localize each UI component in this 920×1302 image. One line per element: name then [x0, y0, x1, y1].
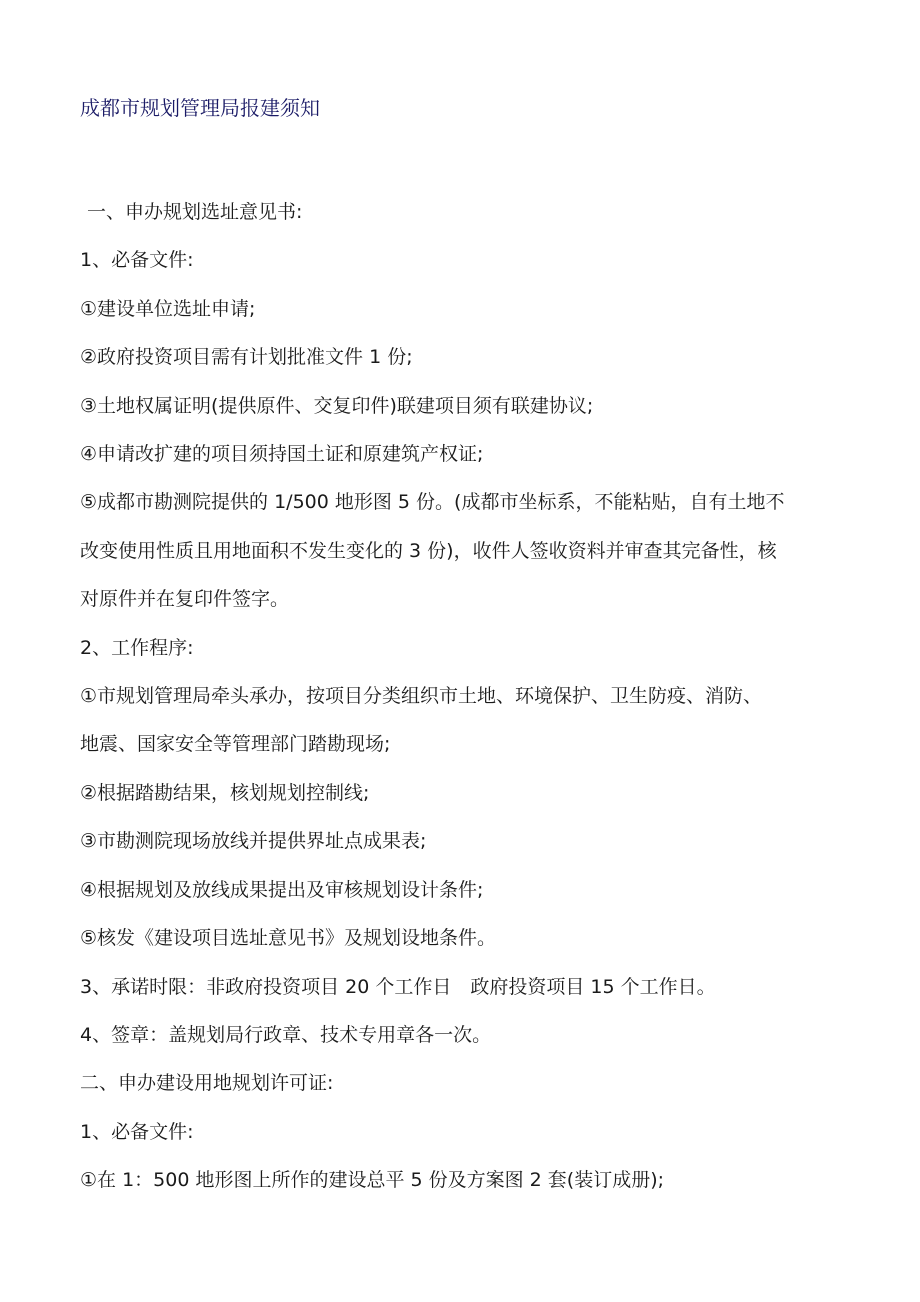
section-heading-1: 一、申办规划选址意见书: [87, 201, 303, 223]
list-item: ①建设单位选址申请; [80, 297, 256, 320]
list-item-continuation: 地震、国家安全等管理部门踏勘现场; [80, 733, 391, 756]
document-body [80, 188, 862, 1205]
list-item: ④申请改扩建的项目须持国土证和原建筑产权证; [80, 443, 484, 466]
list-item: ③市勘测院现场放线并提供界址点成果表; [80, 830, 427, 853]
subsection-heading: 3、承诺时限：非政府投资项目 20 个工作日 政府投资项目 15 个工作日。 [80, 975, 716, 998]
section-heading-2: 二、申办建设用地规划许可证: [80, 1072, 334, 1095]
subsection-heading: 4、签章：盖规划局行政章、技术专用章各一次。 [80, 1023, 492, 1046]
list-item: ⑤成都市勘测院提供的 1/500 地形图 5 份。(成都市坐标系，不能粘贴，自有土地不 [80, 491, 785, 514]
subsection-heading: 2、工作程序: [80, 636, 194, 659]
list-item: ①市规划管理局牵头承办，按项目分类组织市土地、环境保护、卫生防疫、消防、 [80, 685, 763, 708]
subsection-heading: 1、必备文件: [80, 1120, 194, 1143]
list-item-continuation: 对原件并在复印件签字。 [80, 588, 290, 611]
list-item: ③土地权属证明(提供原件、交复印件)联建项目须有联建协议; [80, 394, 594, 417]
list-item: ①在 1：500 地形图上所作的建设总平 5 份及方案图 2 套(装订成册); [80, 1169, 665, 1192]
list-item-continuation: 改变使用性质且用地面积不发生变化的 3 份)，收件人签收资料并审查其完备性，核 [80, 539, 777, 562]
list-item: ④根据规划及放线成果提出及审核规划设计条件; [80, 878, 484, 901]
document-title: 成都市规划管理局报建须知 [80, 96, 320, 120]
list-item: ⑤核发《建设项目选址意见书》及规划设地条件。 [80, 927, 497, 950]
subsection-heading: 1、必备文件: [80, 249, 194, 272]
list-item: ②根据踏勘结果，核划规划控制线; [80, 781, 370, 804]
list-item: ②政府投资项目需有计划批准文件 1 份; [80, 346, 413, 369]
